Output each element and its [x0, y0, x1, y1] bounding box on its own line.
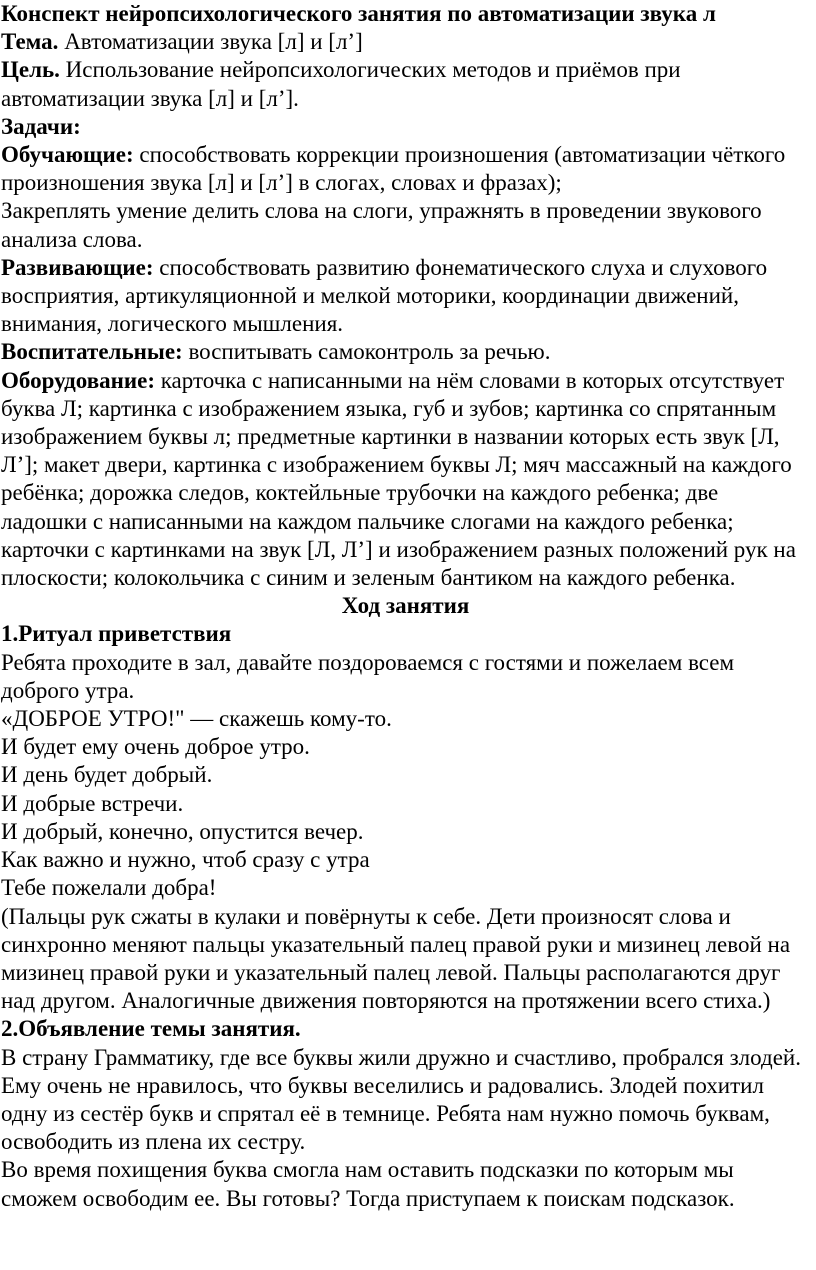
topic-line [1, 28, 810, 56]
poem-line: И добрый, конечно, опустится вечер. [1, 818, 364, 844]
poem-line: И добрые встречи. [1, 790, 184, 816]
topic-text: Автоматизации звука [л] и [л’] [58, 29, 363, 55]
section2-heading: 2.Объявление темы занятия. [1, 1016, 301, 1042]
educational-paragraph [1, 141, 810, 197]
educational-label: Обучающие: [1, 142, 134, 168]
topic-label: Тема. [1, 29, 59, 55]
poem-line: И будет ему очень доброе утро. [1, 734, 310, 760]
poem-line: «ДОБРОЕ УТРО!" — скажешь кому-то. [1, 706, 392, 732]
reinforce-paragraph: Закреплять умение делить слова на слоги, упражнять в проведении звукового анализа слова. [1, 198, 762, 252]
section2-paragraph-2: Во время похищения буква смогла нам оставить подсказки по которым мы сможем освободим ее. Вы готовы? Тогда приступаем к поискам подсказок. [1, 1157, 735, 1211]
poem-line: Тебе пожелали добра! [1, 875, 217, 901]
section1-intro: Ребята проходите в зал, давайте поздороваемся с гостями и пожелаем всем доброго утра. [1, 649, 735, 703]
developing-paragraph [1, 254, 810, 339]
document-title: Конспект нейропсихологического занятия по автоматизации звука л [1, 1, 716, 26]
tasks-heading: Задачи: [1, 113, 81, 139]
section2-paragraph-1: В страну Грамматику, где все буквы жили дружно и счастливо, пробрался злодей. Ему очень не нравилось, что буквы веселились и радовались. Злодей похитил одну из сестёр букв и спрятал её в темнице. Ребята нам нужно помочь буквам, освободить из плена их сестру. [1, 1044, 801, 1155]
course-heading: Ход занятия [341, 593, 470, 619]
equipment-label: Оборудование: [1, 367, 155, 393]
goal-paragraph [1, 56, 810, 112]
goal-label: Цель. [1, 57, 60, 83]
upbringing-paragraph [1, 338, 810, 366]
developing-text: способствовать развитию фонематического слуха и слухового восприятия, артикуляционной и мелкой моторики, координации движений, внимания, логического мышления. [1, 254, 768, 337]
upbringing-label: Воспитательные: [1, 339, 183, 365]
poem-line: Как важно и нужно, чтоб сразу с утра [1, 847, 370, 873]
equipment-text: карточка с написанными на нём словами в которых отсутствует буква Л; картинка с изображением языка, губ и зубов; картинка со спрятанным изображением буквы л; предметные картинки в названии которых есть звук [Л, Л’]; макет двери, картинка с изображением буквы Л; мяч массажный на каждого ребёнка; дорожка следов, коктейльные трубочки на каждого ребенка; две ладошки с написанными на каждом пальчике слогами на каждого ребенка; карточки с картинками на звук [Л, Л’] и изображением разных положений рук на плоскости; колокольчика с синим и зеленым бантиком на каждого ребенка. [1, 367, 796, 591]
section1-note: (Пальцы рук сжаты в кулаки и повёрнуты к себе. Дети произносят слова и синхронно меняют пальцы указательный палец правой руки и мизинец левой на мизинец правой руки и указательный палец левой. Пальцы располагаются друг над другом. Аналогичные движения повторяются на протяжении всего стиха.) [1, 903, 791, 1014]
poem-line: И день будет добрый. [1, 762, 213, 788]
educational-text: способствовать коррекции произношения (автоматизации чёткого произношения звука [л] и [л’] в слогах, словах и фразах); [1, 142, 786, 196]
equipment-paragraph [1, 367, 810, 593]
upbringing-text: воспитывать самоконтроль за речью. [182, 339, 551, 365]
goal-text: Использование нейропсихологических методов и приёмов при автоматизации звука [л] и [л’]. [1, 57, 681, 111]
section1-heading: 1.Ритуал приветствия [1, 621, 232, 647]
developing-label: Развивающие: [1, 254, 154, 280]
